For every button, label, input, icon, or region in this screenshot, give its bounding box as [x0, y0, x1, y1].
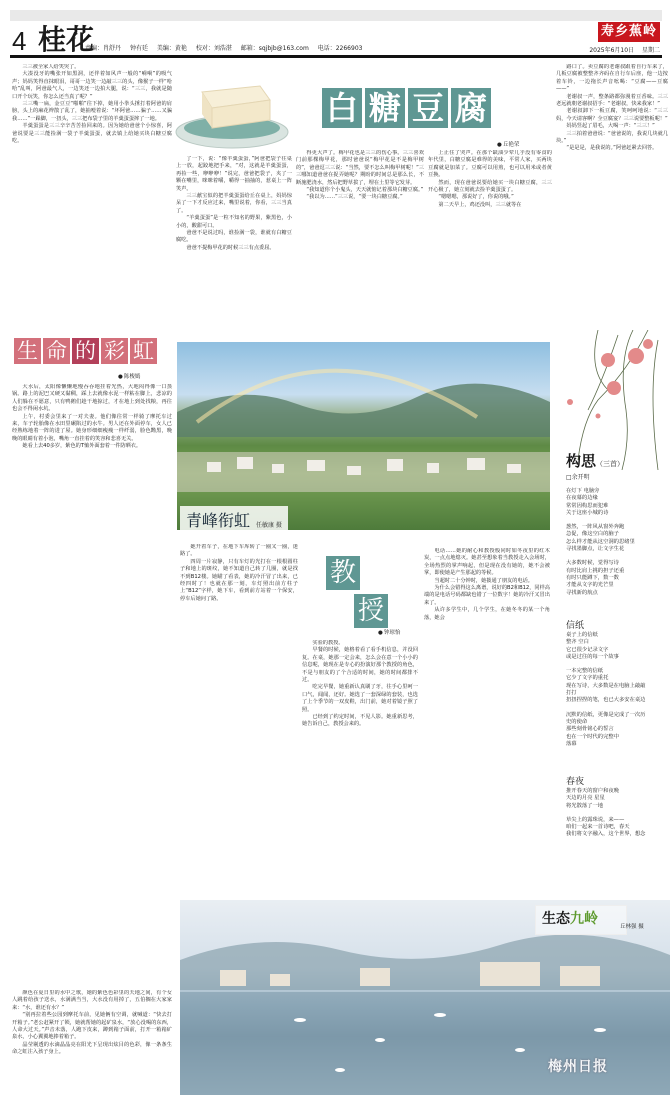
- poem-line: 我们将文字融入，这个世界，想念: [566, 831, 646, 838]
- paragraph: 三三拍着爸爸说：“爸爸说的，我说几块就几块。”: [556, 130, 668, 145]
- paragraph: 电话……她的耐心和教授般同时如冬夜里的红木炭，一点点地熄灭。她甚至想象着当教授走入会场时，全场热烈的掌声响起，但是现在没有她的，她不会被掌，即使她是产生那起的等候。: [424, 548, 550, 577]
- paragraph: 三三嘴一扁，金豆豆“啪啪”往下掉，她用小拳头捶打着阿爸的肩膀，头上的麻花辫散了乱了，她抽噎着说：“坏阿爸……骗子……又骗我……”一跺脚，一扭头，三三把布袋子里的羊羹蛋蛋摔了一地。: [12, 101, 172, 122]
- masthead: [10, 22, 662, 58]
- poems-column: [558, 330, 668, 860]
- poem-line: 怎么样才能从这空洞的思绪里: [566, 538, 635, 545]
- professor-column-2: [424, 548, 550, 894]
- eco-photo-credit: 丘林强 摄: [620, 924, 644, 930]
- poem-line: 一本完整的信纸: [566, 668, 604, 675]
- poem-line: 寻找墨脚点，让文字生花: [566, 546, 625, 553]
- village: [177, 452, 550, 492]
- paragraph: “我以为……”三三说，“要一块白糖豆腐。”: [306, 194, 403, 201]
- paragraph: 当超时二十分钟时，她拨通了朋友的电话。: [434, 577, 533, 584]
- paragraph: 三三被全家人给笑哭了。: [22, 64, 80, 70]
- editor-credits: [85, 43, 369, 52]
- poem-line: 在夜幕的边缘: [566, 495, 598, 502]
- eco-photo-title: [542, 908, 598, 928]
- tofu-column-5: [556, 64, 668, 326]
- title-char: 腐: [451, 88, 491, 128]
- poem-line: 现在写诗，大多数是在电脑上敲敲: [566, 682, 646, 689]
- eco-title-suffix: 九岭: [570, 911, 598, 927]
- paragraph: 了一下，说：“像羊羹蛋蛋，”阿爸把袋子往桌上一放，起跤地把手来，“对，这就是羊羹蛋蛋，再捡一些，咿咿咿！”说完，爸爸把袋子，夹了一颗在嘴里，咪咪着嚼，嚼得一抽抽的，惹桌上一阵笑声。: [176, 156, 292, 192]
- title-char: 生: [14, 338, 41, 364]
- paragraph: 颜色在夏日里的水中之歌，她的紫色色彩里的天地之间，有个女人跳着给孩子送水，水满满当当，大水没有用掉了，五伯搁在大家家来：“水，谁还有水？”: [12, 990, 172, 1011]
- photo-scene: [177, 342, 550, 530]
- title-char: 白: [322, 88, 362, 128]
- credit-editor: 责编：肖舒丹: [85, 45, 122, 52]
- page-number: 4: [12, 26, 27, 56]
- title-char: 豆: [408, 88, 448, 128]
- poem-line: 有时只能蹲下，数一数: [566, 574, 619, 581]
- paragraph: 老谢叔卸下一板豆腐，笑呵呵地说：“三三妈，今天请客啊？全豆腐宴？三三说要整板呢！”: [556, 108, 668, 122]
- poem-line: 草尖上的露珠说，来——: [566, 816, 625, 823]
- credit-email: 邮箱：sqjbjb@163.com: [240, 45, 309, 52]
- poem-2-title: 信纸: [566, 621, 585, 631]
- paragraph: 四周一片寂静，只有车灯的光打在一根根圆柱子和地上的斑纹，她不知道自己转了几圈，就是找不到B12楼。她瞄了看表，她的冷汗冒了出来，已经四时了！也就在那一刻，车灯照出前方柱子上“B12”字样，她下车，看到前方站着一个保安，停车后她问了路。: [180, 558, 298, 602]
- poem-line: 它少了文字的重托: [566, 675, 609, 682]
- photo-credit: 任敏康 摄: [256, 522, 282, 529]
- poem-line: 常常因构思而犯难: [566, 502, 609, 509]
- paragraph: 上止住了哭声。在那个缺油少荤几乎没有零食的年代里，白糖豆腐是难得的美味，平常人家，买两块豆腐就是加菜了。豆腐可以用煎，也可以用米或者黄豆换。: [428, 150, 552, 179]
- title-char: 的: [72, 338, 99, 364]
- stanza: [566, 817, 666, 839]
- title-char: 教: [326, 556, 360, 590]
- poem-line: 咱们一起来一首诗吧，春天: [566, 824, 630, 831]
- tofu-column-1: [12, 64, 172, 332]
- title-char: 虹: [130, 338, 157, 364]
- tofu-column-3: [296, 150, 424, 338]
- paragraph: 早餐的时候，她格着看了看手机信息，并没回复。在桌，她那一定会来，怎么会在意一个小小的信息呢，她现在是专心的扮演好那个教授的角色，不是与朋友的了个合适的时间，她的时间都排不过。: [302, 647, 418, 684]
- poem-3-body: [566, 788, 666, 846]
- title-char: 命: [43, 338, 70, 364]
- poem-line: 那些刻骨铭心的誓言: [566, 726, 614, 733]
- paragraph: 路口了。卖豆腐的老谢叔跟着自行车来了，几板豆腐被整整齐齐码在自行车后座，他一边按着车铃，一边拖长声音吆喝：“豆腐——豆腐——”: [556, 64, 668, 93]
- weekday: 星期二: [641, 47, 660, 54]
- poem-line: 打打: [566, 690, 577, 697]
- brand-logo: 寿乡蕉岭: [598, 22, 660, 42]
- paragraph: 妈妈竖起了眉毛，大喝一声：“三三！”: [566, 123, 655, 130]
- poem-title: [566, 450, 624, 471]
- paragraph: 羊羹蛋蛋是三三辛辛苦苦捡回来的。因为她给爸爸个小惊喜，阿爸说要是三三能捡满一袋子羊羹蛋蛋，就去镇上给她买块白糖豆腐吃。: [12, 123, 172, 145]
- title-char: 糖: [365, 88, 405, 128]
- tofu-column-4: [428, 150, 552, 338]
- poem-line: 推开春天的窗户和夜晚: [566, 788, 619, 794]
- poem-line: 落幕: [566, 740, 577, 747]
- poem-line: 寻找新的航点: [566, 589, 598, 596]
- paragraph: 已经到了约定时间，不见人影。她重新思考，她告诉自己，教授会来的。: [302, 714, 418, 728]
- poem-2-body: [566, 632, 666, 755]
- tofu-column-2: [176, 156, 292, 338]
- rainbow-byline: ● 陈梭嫣: [118, 372, 140, 380]
- paragraph: “羊羹蛋蛋”是一粒不知名的野果，紫黑色，小小的，酸甜可口。: [176, 215, 292, 229]
- paragraph: 晶莹剔透的水滴晶晶亮在阳光下呈现出炫目的色彩，像一条条生命之虹注入孩子身上。: [12, 1041, 172, 1056]
- poem-author: □余开明: [566, 474, 590, 481]
- stanza: [566, 712, 666, 748]
- stanza: [566, 788, 666, 810]
- paragraph: 然而，现在爸爸说要给她买一块白糖豆腐，三三开心极了，她立刻就去捡羊羹蛋蛋了。: [428, 179, 552, 194]
- credit-editor-2: 钟有廷: [129, 45, 148, 52]
- stanza: [566, 524, 666, 553]
- poem-line: 整齐 空白: [566, 639, 589, 646]
- poem-3-title: 春夜: [566, 777, 585, 787]
- rainbow-column-2: [180, 544, 298, 894]
- stanza: [566, 488, 666, 517]
- rainbow-column-1: [12, 384, 172, 984]
- tofu-illustration: [172, 62, 292, 154]
- paragraph: 实验的教授。: [312, 640, 344, 646]
- paragraph: 大水后，太阳像懒懒地慢吞吞地挂着光热，大地闷得像一口蒸锅。路上的泥巴又硬又黏稠，踩上去就像水泥一样粘在脚上，悲凉的人们躲在不愿意，只有鸭鹅们趁干地掠过，才在地上到处找粮，再往也会不得闲水坑。: [12, 384, 172, 413]
- mountains: [177, 384, 550, 437]
- poem-title-suffix: （三首）: [596, 460, 625, 468]
- credit-designer: 美编：黄艳: [156, 45, 187, 52]
- poem-line: 扭扭捏捏的笔，也已大多安在桌边: [566, 697, 646, 704]
- paragraph: 她看上去40多岁，紫色的T恤外面套着一件防晒衣。: [22, 443, 142, 450]
- poem-line: 它已很少记录文字: [566, 646, 609, 653]
- dateline: [583, 45, 660, 54]
- paragraph: 上午，村委会里来了一对夫妻。他们像往常一样骑了摩托车过来，车子轮胎像在水田里碾陷过的水牛。男人还在外面停车，女人已经熟练地着一阵的进了屋。她身形细细瘦瘦一样纤弱，脸色黝黑，晚晚的眼睛有着小泡，嘴角一直挂着的笑容和悲喜无关。: [12, 413, 172, 442]
- paragraph: 第二天早上，鸡还没叫，三三就等在: [438, 201, 522, 208]
- paragraph: 得更大声了。梅甲花也是三三的伤心事。三三喜欢门前那棵梅甲花，那时爸爸说“梅甲花是不是梅甲树的”，爸爸逗三三说：“当然，要不怎么叫梅甲树呢！”三三哪知道爸爸在捉弄她呢？期盼的时间总是那么长，不断施肥浇水，然后把野草拔了，埋在土里等它发芽。: [296, 150, 424, 186]
- poem-line: 或是过往的每一个故事: [566, 653, 619, 660]
- eco-title-prefix: 生态: [542, 911, 570, 927]
- poem-line: 关于这座小城的诗: [566, 509, 609, 516]
- professor-column-1: [302, 640, 418, 894]
- rainbow-story-title: [14, 338, 157, 364]
- paragraph: “我知道你个小鬼头，天天就惦记着那块白糖豆腐。”: [306, 187, 424, 194]
- poem-line: 沉默的信纸，更像是完成了一次历: [566, 711, 646, 718]
- poem-title-text: 构思: [566, 452, 597, 470]
- poem-line: 史的使命: [566, 718, 588, 725]
- water: [180, 992, 670, 1095]
- poem-line: 才能从文字的光芒里: [566, 582, 614, 589]
- paragraph: 为什么会错得这么离谱，说好的B2和B12，同样高端的是电话号码都缺也错了一位数字！她的冷汗又冒出来了。: [424, 585, 550, 606]
- poem-line: 天边的月亮 星星: [566, 795, 605, 802]
- photo-caption: [180, 506, 288, 532]
- tofu-byline: ● 丘艳荣: [497, 140, 519, 148]
- paragraph: “别再拉着些公园到摩托车前，见她俩有空调，就喊道：“快去打开箱子。”老公赶紧开了锁，她就帮她的起矿泉水，“放心没喝的东西，人命大过天。”声音未落，人跑下皮来，蹲到箱子面前，打开一箱箱矿泉水，小心翼翼地捧着箱子。: [12, 1012, 172, 1041]
- paragraph: 爸爸不是说过吗，谁捡满一袋，谁就有白糖豆腐吃。: [176, 230, 292, 244]
- tofu-story-title: [322, 88, 491, 128]
- section-name: 桂花: [38, 23, 95, 56]
- peach-blossom-illustration: [558, 330, 668, 470]
- top-gray-bar: [10, 10, 662, 21]
- stanza: [566, 668, 666, 704]
- poem-line: 将光散落了一地: [566, 802, 604, 809]
- title-char: 授: [354, 594, 388, 628]
- rainbow-column-bottom: [12, 990, 172, 1096]
- poem-line: 有时比肩上挑的担子还重: [566, 567, 625, 574]
- paragraph: 她开着车子，在地下车库转了一圈又一圈，迷路了。: [180, 544, 298, 558]
- paragraph: 爸爸不提梅甲花的时候三三有点委屈。: [186, 244, 275, 251]
- paragraph: 大凑没牙的嘴张开如黑洞，还伴着如风声一般的“嗬嗬”的吸气声；妈妈笑得直抹眼泪，哥哥一边笑一边敲三三的头，像猴子一样“哈哈”乱叫，阿爸最气人，一边笑还一边拍大腿，说：“三三，我就是随口开个玩笑，你怎么还当真了呢？”: [12, 71, 172, 100]
- poem-line: 在灯下 电脑旁: [566, 488, 600, 494]
- paragraph: “是是是，是我说的。”阿爸赶紧去回答。: [566, 145, 658, 152]
- paragraph: “嗯嗯嗯，那说好了，你说的哦。”: [438, 194, 514, 201]
- date: 2025年6月10日: [589, 47, 635, 54]
- photo-title: 青峰衔虹: [186, 511, 251, 530]
- paragraph: 三三献宝似的把羊羹蛋蛋给丘在桌上，妈妈惊呆了一下才反应过来，嘴里说着，你看，三三当真了。: [176, 193, 292, 214]
- poem-line: 桌子上的信纸: [566, 632, 598, 638]
- paragraph: 吃完早餐，她重新认真刷了牙，往手心里呵一口气，闻闻，还好。她选了一套深绿的套装，也选了上个季节的一双皮鞋，出门前，她对着镜子照了照。: [302, 684, 418, 713]
- poem-line: 急促，像这空白的脑子: [566, 531, 619, 538]
- newspaper-watermark-logo: 梅州日报: [548, 1059, 608, 1075]
- poem-line: 葱然，一阵风从窗外奔跑: [566, 524, 625, 531]
- stanza: [566, 560, 666, 596]
- paragraph: 老谢叔一声，整条路都弥漫着豆香味。三三老远就朝老谢叔招手：“老谢叔，快来我家！”: [556, 93, 668, 108]
- credit-phone: 电话：2266903: [317, 45, 363, 52]
- poem-line: 也在一个时代的完整中: [566, 733, 619, 740]
- poem-1-body: [566, 488, 666, 604]
- stanza: [566, 632, 666, 661]
- poem-line: 大多数时候，觉得写诗: [566, 560, 619, 567]
- credit-proofreader: 校对：刘浩湛: [195, 45, 232, 52]
- landscape-photo: [177, 342, 550, 530]
- professor-byline: ● 钟琼怡: [378, 628, 400, 636]
- paragraph: 从许多学生中，几个学生，在她冬冬的某一个角落，她会: [424, 607, 550, 621]
- title-char: 彩: [101, 338, 128, 364]
- poem-author-name: 余开明: [571, 474, 590, 481]
